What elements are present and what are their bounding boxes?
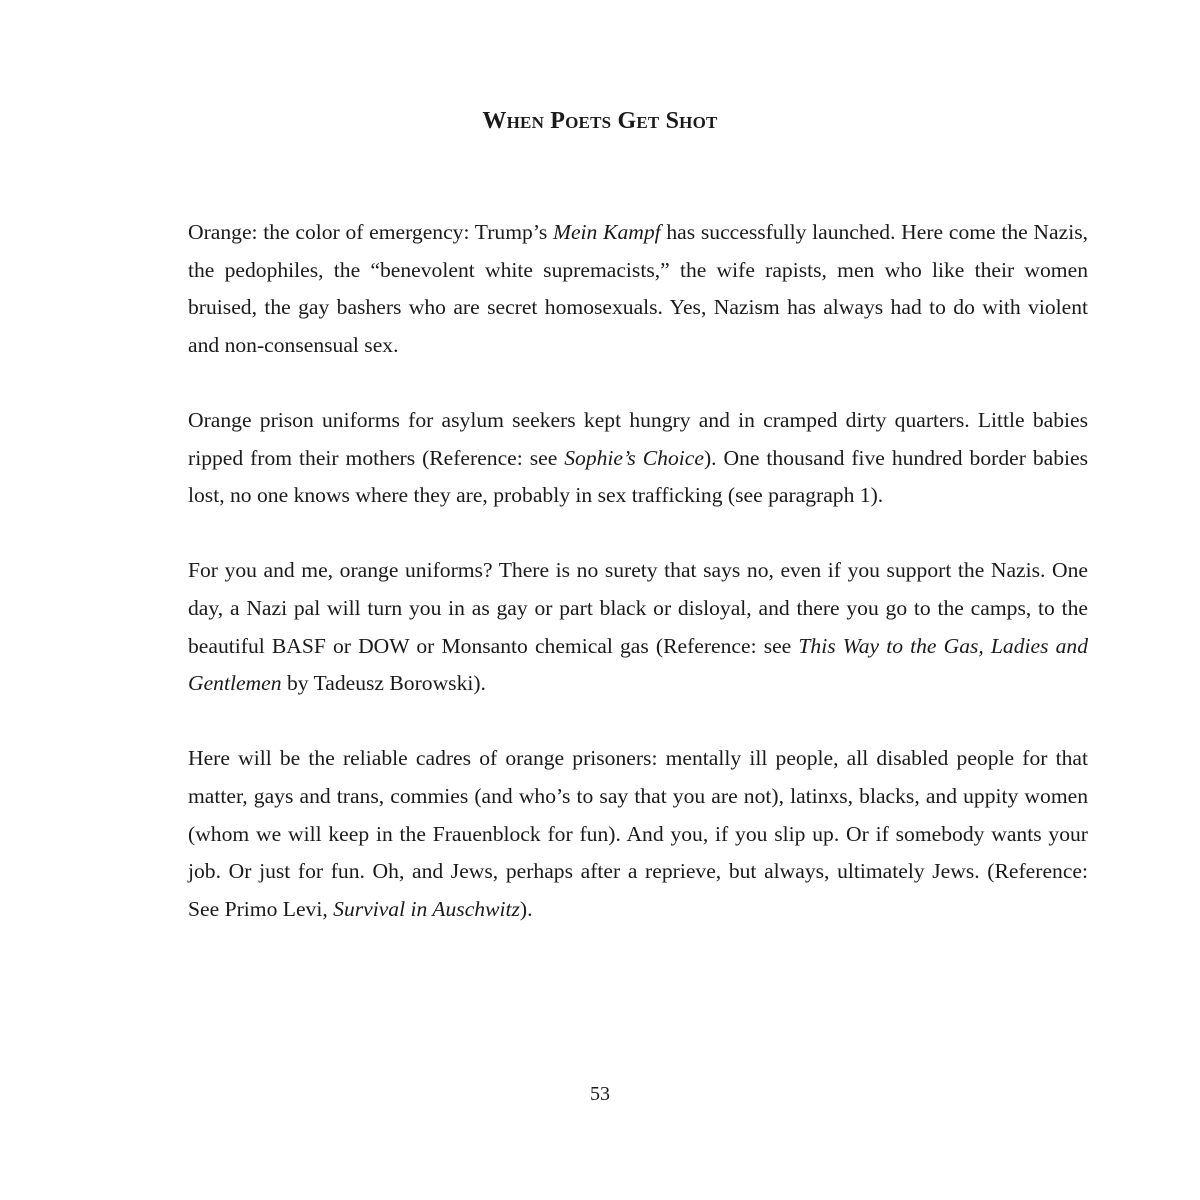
paragraph-3-text-a: For you and me, orange uniforms? There is no surety that says no, even if you support the Nazis. One day, a Nazi pal will turn you in as gay or part black or disloyal, and there you go to the camps, to the beautiful BASF or DOW or Monsanto chemical gas (Reference: see: [188, 558, 1088, 658]
paragraph-1: [188, 214, 1088, 364]
book-title-this-way-to-the-gas: This Way to the Gas, Ladies and Gentlemen: [188, 633, 1088, 696]
book-title-mein-kampf: Mein Kampf: [552, 220, 661, 244]
paragraph-4-text-c: ).: [519, 896, 533, 921]
page-title: When Poets Get Shot: [482, 108, 718, 134]
paragraph-4-text-a: Here will be the reliable cadres of orange prisoners: mentally ill people, all disabled people for that matter, gays and trans, commies (and who’s to say that you are not), latinxs, blacks, and uppity women (whom we will keep in the Frauenblock for fun). And you, if you slip up. Or if somebody wants your job. Or just for fun. Oh, and Jews, perhaps after a reprieve, but always, ultimately Jews. (Reference: See Primo Levi,: [188, 746, 1088, 921]
paragraph-4: [188, 740, 1088, 928]
paragraph-1-text-c: has successfully launched. Here come the Nazis, the pedophiles, the “benevolent white supremacists,” the wife rapists, men who like their women bruised, the gay bashers who are secret homosexuals. Yes, Nazism has always had to do with violent and non-consensual sex.: [188, 220, 1088, 357]
book-title-survival-in-auschwitz: Survival in Auschwitz: [333, 896, 520, 921]
page-number: 53: [590, 1083, 610, 1105]
body-text: [188, 214, 1088, 966]
paragraph-3-text-c: by Tadeusz Borowski).: [281, 671, 486, 696]
paragraph-3: [188, 552, 1088, 702]
paragraph-1-text-a: Orange: the color of emergency: Trump’s: [188, 220, 553, 244]
paragraph-2-text-c: ). One thousand five hundred border babies lost, no one knows where they are, probably in sex trafficking (see paragraph 1).: [188, 445, 1089, 508]
book-title-sophies-choice: Sophie’s Choice: [564, 445, 704, 470]
paragraph-2-text-a: Orange prison uniforms for asylum seekers kept hungry and in cramped dirty quarters. Little babies ripped from their mothers (Reference: see: [188, 407, 1088, 470]
paragraph-2: [188, 402, 1088, 515]
